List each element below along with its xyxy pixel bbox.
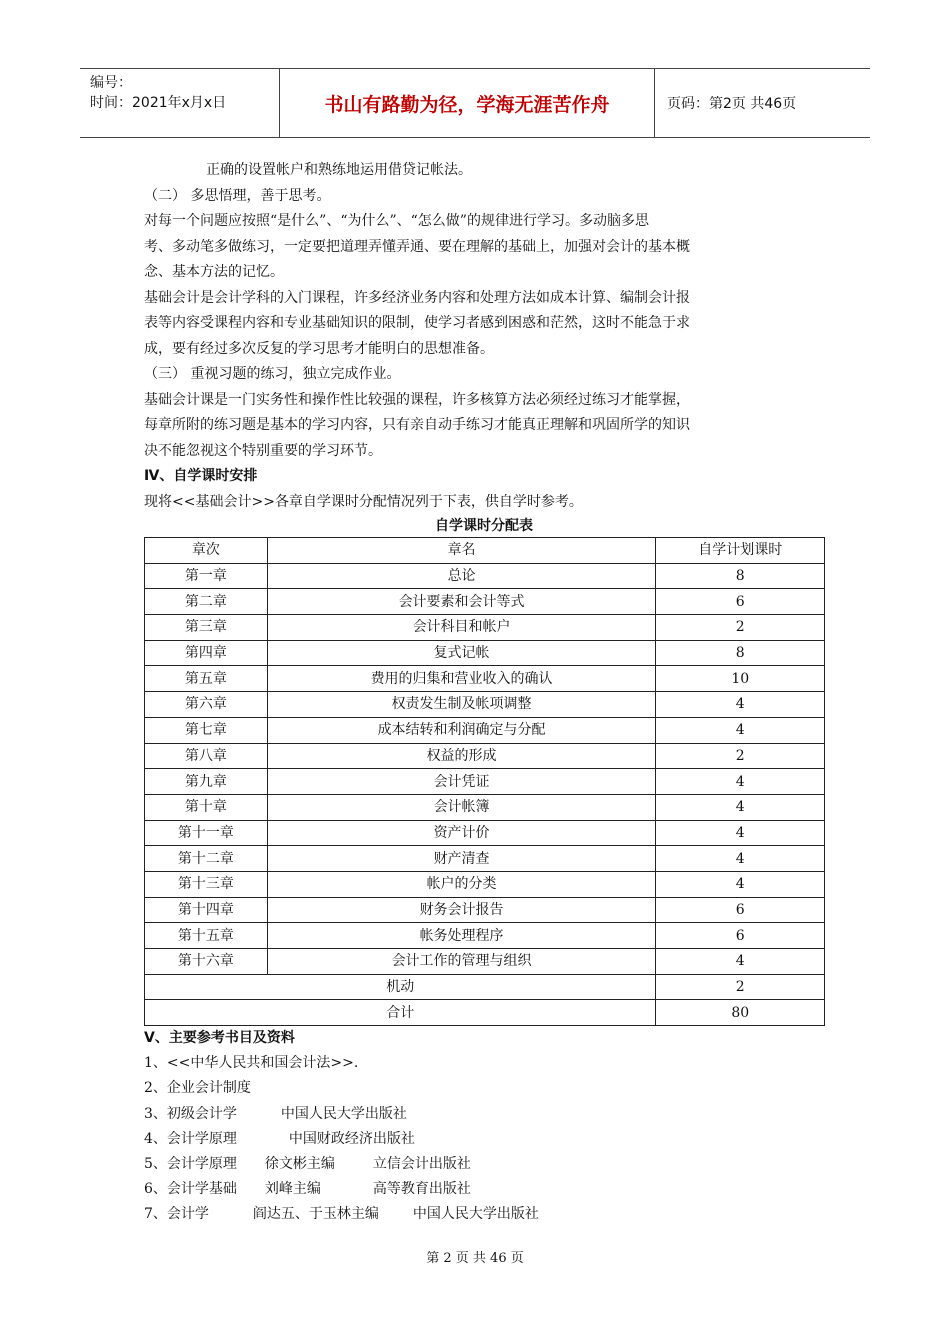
paragraph-line: 对每一个问题应按照“是什么”、“为什么”、“怎么做”的规律进行学习。多动脑多思: [144, 213, 649, 229]
reference-item: [144, 1127, 824, 1152]
table-row: [145, 692, 825, 718]
hours-cell: 8: [656, 563, 825, 589]
chapter-name-cell: 帐户的分类: [267, 871, 656, 897]
reference-title: 5、会计学原理: [144, 1156, 237, 1172]
chapter-cell: 第十章: [145, 794, 268, 820]
subsection-heading: （三） 重视习题的练习，独立完成作业。: [144, 366, 401, 382]
hours-cell: 4: [656, 949, 825, 975]
reference-detail: 阎达五、于玉林主编: [252, 1206, 379, 1223]
time-label: 时间：2021年x月x日: [90, 95, 227, 111]
reference-item: [144, 1152, 824, 1177]
hours-cell: 4: [656, 871, 825, 897]
chapter-name-cell: 成本结转和利润确定与分配: [267, 717, 656, 743]
hours-cell: 2: [656, 615, 825, 641]
paragraph-line: 基础会计是会计学科的入门课程，许多经济业务内容和处理方法如成本计算、编制会计报: [144, 289, 690, 306]
chapter-name-cell: 会计工作的管理与组织: [267, 949, 656, 975]
paragraph-line: 每章所附的练习题是基本的学习内容，只有亲自动手练习才能真正理解和巩固所学的知识: [144, 417, 690, 433]
column-header: 自学计划课时: [656, 538, 825, 564]
total-row: [145, 1000, 825, 1026]
chapter-cell: 第五章: [145, 666, 268, 692]
column-header: 章名: [267, 538, 656, 564]
reference-detail: 刘峰主编: [264, 1181, 321, 1198]
document-header: [80, 68, 870, 138]
column-header: 章次: [145, 538, 268, 564]
total-label-cell: 合计: [145, 1000, 656, 1026]
references-list: [144, 1051, 824, 1227]
hours-cell: 8: [656, 640, 825, 666]
reference-item: [144, 1102, 824, 1127]
hours-cell: 4: [656, 820, 825, 846]
chapter-cell: 第十五章: [145, 923, 268, 949]
reference-item: [144, 1076, 824, 1101]
paragraph-line: 成，要有经过多次反复的学习思考才能明白的思想准备。: [144, 340, 494, 357]
reference-title: 4、会计学原理: [144, 1130, 237, 1147]
reference-title: 7、会计学: [144, 1206, 209, 1223]
chapter-name-cell: 权责发生制及帐项调整: [267, 692, 656, 718]
reference-title: 1、<<中华人民共和国会计法>>.: [144, 1055, 359, 1072]
table-body: [145, 538, 825, 1026]
chapter-name-cell: 会计科目和帐户: [267, 615, 656, 641]
chapter-name-cell: 总论: [267, 563, 656, 589]
references-section: [144, 1026, 824, 1228]
reference-publisher: 立信会计出版社: [372, 1156, 471, 1172]
hours-cell: 6: [656, 923, 825, 949]
paragraph-line: 基础会计课是一门实务性和操作性比较强的课程，许多核算方法必须经过练习才能掌握，: [144, 391, 690, 408]
table-row: [145, 923, 825, 949]
reference-item: [144, 1202, 824, 1227]
chapter-name-cell: 帐务处理程序: [267, 923, 656, 949]
chapter-cell: 第四章: [145, 640, 268, 666]
hours-cell: 4: [656, 692, 825, 718]
chapter-cell: 第十六章: [145, 949, 268, 975]
table-row: [145, 615, 825, 641]
paragraph-line: 考、多动笔多做练习，一定要把道理弄懂弄通、要在理解的基础上，加强对会计的基本概: [144, 238, 690, 255]
chapter-name-cell: 资产计价: [267, 820, 656, 846]
chapter-name-cell: 会计要素和会计等式: [267, 589, 656, 615]
number-label: 编号：: [90, 75, 132, 91]
table-row: [145, 897, 825, 923]
hours-cell: 6: [656, 897, 825, 923]
hours-cell: 2: [656, 743, 825, 769]
chapter-cell: 第六章: [145, 692, 268, 718]
table-row: [145, 563, 825, 589]
hours-cell: 10: [656, 666, 825, 692]
section-heading: Ⅳ、自学课时安排: [144, 468, 258, 484]
table-row: [145, 846, 825, 872]
reference-publisher: 中国人民大学出版社: [412, 1206, 539, 1223]
chapter-cell: 第八章: [145, 743, 268, 769]
hours-cell: 4: [656, 769, 825, 795]
paragraph-line: 表等内容受课程内容和专业基础知识的限制，使学习者感到困惑和茫然，这时不能急于求: [144, 315, 690, 331]
reference-detail: 徐文彬主编: [264, 1156, 335, 1172]
table-row: [145, 794, 825, 820]
chapter-cell: 第一章: [145, 563, 268, 589]
table-row: [145, 717, 825, 743]
chapter-name-cell: 复式记帐: [267, 640, 656, 666]
chapter-name-cell: 会计凭证: [267, 769, 656, 795]
table-row: [145, 666, 825, 692]
hours-cell: 4: [656, 846, 825, 872]
flex-row: [145, 974, 825, 1000]
header-meta: [80, 69, 280, 137]
reference-title: 2、企业会计制度: [144, 1080, 251, 1097]
reference-title: 3、初级会计学: [144, 1105, 237, 1122]
flex-value-cell: 2: [656, 974, 825, 1000]
chapter-cell: 第七章: [145, 717, 268, 743]
chapter-cell: 第十四章: [145, 897, 268, 923]
table-row: [145, 949, 825, 975]
table-row: [145, 640, 825, 666]
subsection-heading: （二） 多思悟理，善于思考。: [144, 187, 331, 204]
table-row: [145, 589, 825, 615]
header-motto: 书山有路勤为径，学海无涯苦作舟: [280, 69, 655, 137]
table-title: 自学课时分配表: [435, 518, 533, 534]
chapter-cell: 第十一章: [145, 820, 268, 846]
header-page-info: 页码：第2页 共46页: [667, 96, 797, 112]
references-heading: Ⅴ、主要参考书目及资料: [144, 1030, 295, 1047]
total-value-cell: 80: [656, 1000, 825, 1026]
paragraph-line: 念、基本方法的记忆。: [144, 264, 284, 280]
chapter-name-cell: 财务会计报告: [267, 897, 656, 923]
chapter-cell: 第九章: [145, 769, 268, 795]
paragraph-line: 正确的设置帐户和熟练地运用借贷记帐法。: [206, 162, 472, 178]
hours-cell: 6: [656, 589, 825, 615]
chapter-cell: 第三章: [145, 615, 268, 641]
table-row: [145, 871, 825, 897]
table-row: [145, 743, 825, 769]
reference-title: 6、会计学基础: [144, 1181, 237, 1198]
table-row: [145, 820, 825, 846]
flex-label-cell: 机动: [145, 974, 656, 1000]
reference-item: [144, 1051, 824, 1076]
reference-publisher: 高等教育出版社: [372, 1181, 471, 1198]
study-hours-table: [144, 537, 825, 1026]
chapter-name-cell: 会计帐簿: [267, 794, 656, 820]
hours-cell: 4: [656, 717, 825, 743]
chapter-name-cell: 费用的归集和营业收入的确认: [267, 666, 656, 692]
paragraph-line: 决不能忽视这个特别重要的学习环节。: [144, 442, 382, 459]
chapter-cell: 第十三章: [145, 871, 268, 897]
hours-cell: 4: [656, 794, 825, 820]
reference-item: [144, 1177, 824, 1202]
chapter-name-cell: 权益的形成: [267, 743, 656, 769]
table-header-row: [145, 538, 825, 564]
page-footer: 第 2 页 共 46 页: [426, 1251, 524, 1266]
table-row: [145, 769, 825, 795]
reference-detail: 中国人民大学出版社: [280, 1105, 407, 1122]
chapter-cell: 第二章: [145, 589, 268, 615]
chapter-name-cell: 财产清查: [267, 846, 656, 872]
reference-detail: 中国财政经济出版社: [288, 1130, 415, 1147]
page-content: [144, 158, 824, 1228]
chapter-cell: 第十二章: [145, 846, 268, 872]
section-intro: 现将<<基础会计>>各章自学课时分配情况列于下表，供自学时参考。: [144, 493, 583, 510]
